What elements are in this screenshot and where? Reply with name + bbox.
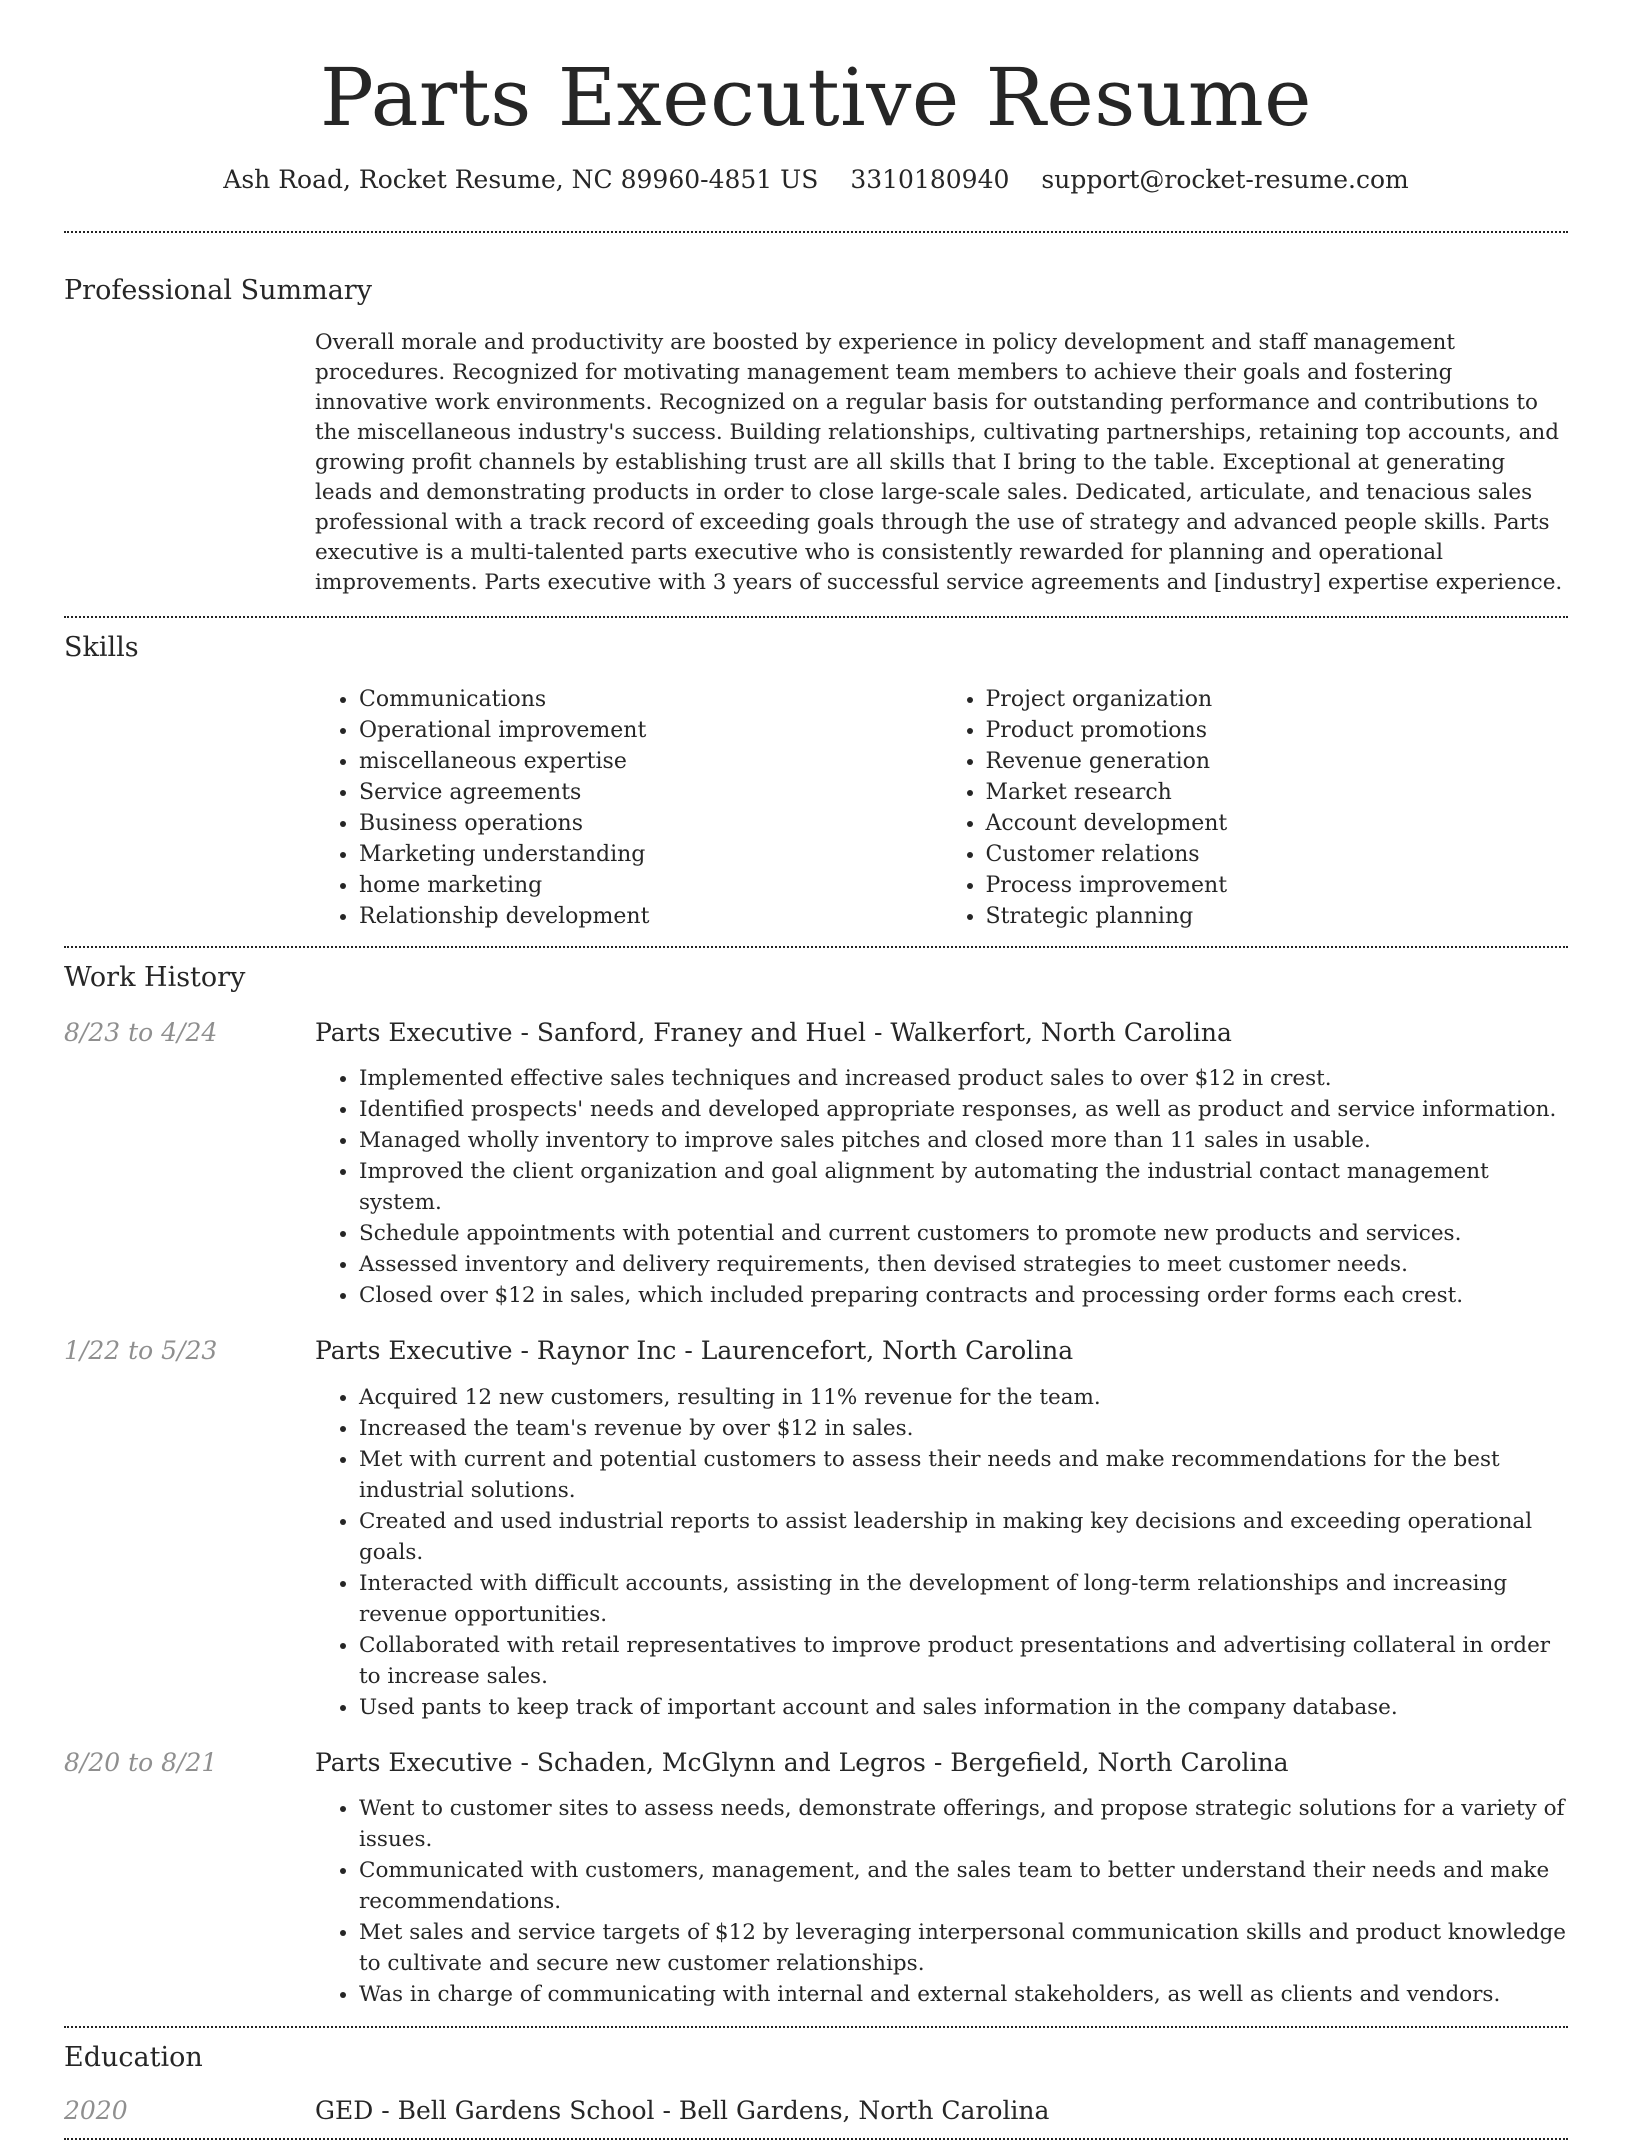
skill-item: • Revenue generation <box>986 746 1569 777</box>
section-divider <box>64 2026 1568 2028</box>
job-title: Parts Executive - Raynor Inc - Laurencefort, North Carolina <box>315 1336 1074 1366</box>
job-bullet: • Went to customer sites to assess needs, demonstrate offerings, and propose strategic solutions for a variety of issues. <box>359 1793 1568 1855</box>
section-divider <box>64 231 1568 233</box>
job-dates: 8/23 to 4/24 <box>64 1017 218 1047</box>
job-dates: 1/22 to 5/23 <box>64 1336 218 1366</box>
summary-text: Overall morale and productivity are boosted by experience in policy development and staff management procedures. Recognized for motivating management team members to achieve their goals and fostering innovative work environments. Recognized on a regular basis for outstanding performance and contributions to the miscellaneous industry's success. Building relationships, cultivating partnerships, retaining top accounts, and growing profit channels by establishing trust are all skills that I bring to the table. Exceptional at generating leads and demonstrating products in order to close large-scale sales. Dedicated, articulate, and tenacious sales professional with a track record of exceeding goals through the use of strategy and advanced people skills. Parts executive is a multi-talented parts executive who is consistently rewarded for planning and operational improvements. Parts executive with 3 years of successful service agreements and [industry] expertise experience. <box>315 329 1563 596</box>
skill-item: • Operational improvement <box>359 715 942 746</box>
skill-item: • Service agreements <box>359 777 942 808</box>
skill-item: • Project organization <box>986 684 1569 715</box>
education-section <box>0 2040 1632 2128</box>
job-bullets <box>315 1382 1568 1723</box>
work-history-section <box>0 960 1632 2011</box>
job-bullet: • Closed over $12 in sales, which included preparing contracts and processing order forms each crest. <box>359 1280 1568 1311</box>
contact-phone: 3310180940 <box>850 165 1010 194</box>
job-entry <box>0 1335 1632 1723</box>
job-entry <box>0 1017 1632 1312</box>
job-bullet: • Met sales and service targets of $12 by leveraging interpersonal communication skills and product knowledge to cultivate and secure new customer relationships. <box>359 1917 1568 1979</box>
job-bullet: • Managed wholly inventory to improve sales pitches and closed more than 11 sales in usable. <box>359 1125 1568 1156</box>
skills-column-2 <box>942 684 1569 932</box>
section-divider <box>64 2138 1568 2140</box>
job-dates: 8/20 to 8/21 <box>64 1747 218 1777</box>
skill-item: • Strategic planning <box>986 901 1569 932</box>
job-bullet: • Created and used industrial reports to assist leadership in making key decisions and exceeding operational goals. <box>359 1506 1568 1568</box>
job-entry <box>0 1747 1632 2011</box>
job-bullet: • Interacted with difficult accounts, assisting in the development of long-term relationships and increasing revenue opportunities. <box>359 1568 1568 1630</box>
contact-info <box>0 164 1632 197</box>
work-history-heading: Work History <box>64 961 246 993</box>
skill-item: • Relationship development <box>359 901 942 932</box>
summary-section <box>0 273 1632 599</box>
job-bullet: • Assessed inventory and delivery requirements, then devised strategies to meet customer needs. <box>359 1249 1568 1280</box>
contact-email: support@rocket-resume.com <box>1041 165 1409 194</box>
summary-heading: Professional Summary <box>64 274 372 306</box>
section-divider <box>64 616 1568 618</box>
job-bullet: • Identified prospects' needs and developed appropriate responses, as well as product and service information. <box>359 1094 1568 1125</box>
job-bullet: • Improved the client organization and goal alignment by automating the industrial contact management system. <box>359 1156 1568 1218</box>
skill-item: • Account development <box>986 808 1569 839</box>
education-title: GED - Bell Gardens School - Bell Gardens, North Carolina <box>315 2096 1050 2126</box>
job-bullets <box>315 1793 1568 2010</box>
skill-item: • Business operations <box>359 808 942 839</box>
job-bullet: • Met with current and potential customers to assess their needs and make recommendations for the best industrial solutions. <box>359 1444 1568 1506</box>
job-bullet: • Increased the team's revenue by over $12 in sales. <box>359 1413 1568 1444</box>
page-title: Parts Executive Resume <box>319 51 1313 144</box>
skill-item: • Communications <box>359 684 942 715</box>
skills-column-1 <box>315 684 942 932</box>
skill-item: • Marketing understanding <box>359 839 942 870</box>
skill-item: • Market research <box>986 777 1569 808</box>
section-divider <box>64 946 1568 948</box>
job-title: Parts Executive - Schaden, McGlynn and Legros - Bergefield, North Carolina <box>315 1747 1289 1777</box>
skill-item: • Product promotions <box>986 715 1569 746</box>
skills-heading: Skills <box>64 632 139 664</box>
skills-list <box>315 684 1568 932</box>
job-bullet: • Collaborated with retail representatives to improve product presentations and advertising collateral in order to increase sales. <box>359 1630 1568 1692</box>
job-bullets <box>315 1063 1568 1311</box>
education-entry <box>0 2095 1632 2128</box>
education-year: 2020 <box>64 2096 128 2126</box>
skill-item: • home marketing <box>359 870 942 901</box>
skill-item: • Customer relations <box>986 839 1569 870</box>
job-bullet: • Was in charge of communicating with internal and external stakeholders, as well as clients and vendors. <box>359 1979 1568 2010</box>
job-bullet: • Acquired 12 new customers, resulting in 11% revenue for the team. <box>359 1382 1568 1413</box>
job-bullet: • Communicated with customers, management, and the sales team to better understand their needs and make recommendations. <box>359 1855 1568 1917</box>
contact-address: Ash Road, Rocket Resume, NC 89960-4851 US <box>223 165 819 194</box>
skill-item: • Process improvement <box>986 870 1569 901</box>
job-bullet: • Implemented effective sales techniques and increased product sales to over $12 in crest. <box>359 1063 1568 1094</box>
job-title: Parts Executive - Sanford, Franey and Huel - Walkerfort, North Carolina <box>315 1017 1232 1047</box>
skill-item: • miscellaneous expertise <box>359 746 942 777</box>
job-bullet: • Used pants to keep track of important account and sales information in the company database. <box>359 1692 1568 1723</box>
education-heading: Education <box>64 2042 203 2074</box>
skills-section <box>0 630 1632 931</box>
job-bullet: • Schedule appointments with potential and current customers to promote new products and services. <box>359 1218 1568 1249</box>
